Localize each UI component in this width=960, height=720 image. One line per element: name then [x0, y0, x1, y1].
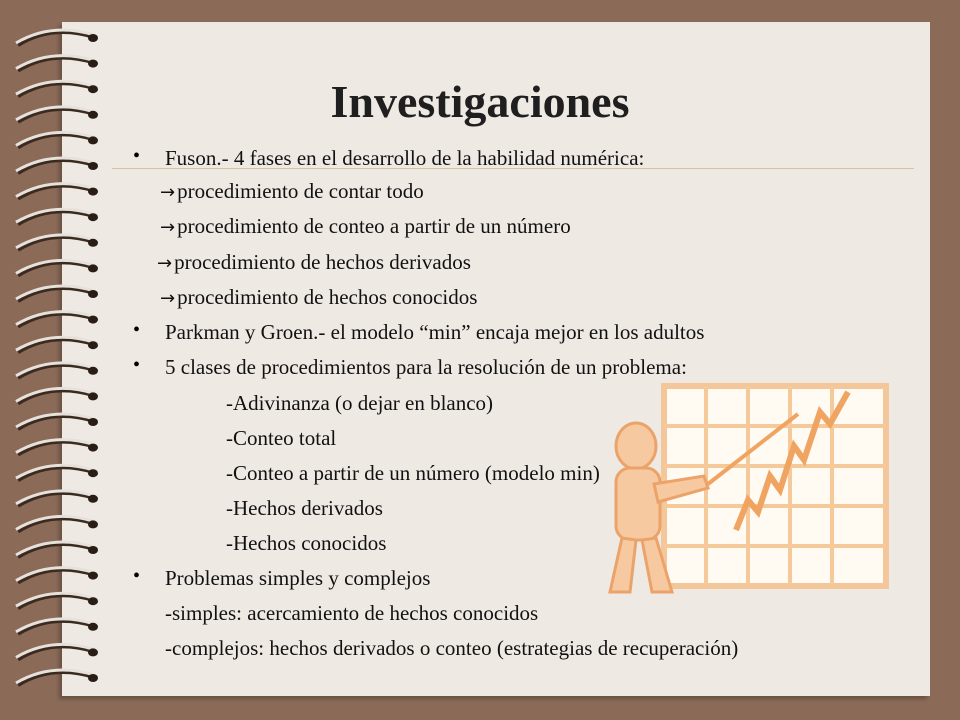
arrow-right-icon: →	[157, 253, 173, 274]
text-line-adivinanza: -Adivinanza (o dejar en blanco)	[226, 391, 494, 415]
arrow-right-icon: →	[160, 288, 176, 309]
text-line-problemas: Problemas simples y complejos	[165, 566, 431, 590]
text-line-cinco-clases: 5 clases de procedimientos para la resolución de un problema:	[165, 355, 687, 379]
binding-ring	[16, 593, 98, 608]
text-line-hechos-conocidos: procedimiento de hechos conocidos	[177, 285, 478, 309]
binding-ring	[16, 465, 98, 480]
presenter-chart-clipart	[598, 380, 898, 600]
text-line-arrow-item	[160, 213, 571, 241]
text-line-hechos-derivados-sub: -Hechos derivados	[226, 496, 383, 520]
binding-ring	[16, 337, 98, 352]
binding-ring	[16, 516, 98, 531]
bullet-marker: •	[133, 565, 141, 587]
text-line-hechos-conocidos-sub: -Hechos conocidos	[226, 531, 387, 555]
bullet-marker: •	[133, 145, 141, 167]
text-line-arrow-item	[160, 284, 477, 312]
binding-ring	[16, 184, 98, 199]
binding-ring	[16, 363, 98, 378]
slide-title: Investigaciones	[330, 76, 630, 127]
arrow-right-icon: →	[160, 182, 176, 203]
binding-ring	[16, 440, 98, 455]
binding-ring	[16, 158, 98, 173]
bullet-marker: •	[133, 319, 141, 341]
binding-ring	[16, 388, 98, 403]
text-line-contar-todo: procedimiento de contar todo	[177, 179, 424, 203]
text-line-simples: -simples: acercamiento de hechos conocidos	[165, 601, 539, 625]
binding-ring	[16, 619, 98, 634]
bullet-marker: •	[133, 354, 141, 376]
text-line-conteo-partir: procedimiento de conteo a partir de un número	[177, 214, 571, 238]
binding-ring	[16, 132, 98, 147]
binding-ring	[16, 414, 98, 429]
binding-ring	[16, 312, 98, 327]
binding-ring	[16, 286, 98, 301]
text-line-arrow-item	[157, 249, 471, 277]
text-line-arrow-item	[160, 178, 424, 206]
binding-ring	[16, 568, 98, 583]
binding-ring	[16, 209, 98, 224]
binding-ring	[16, 235, 98, 250]
binding-ring	[16, 542, 98, 557]
text-line-conteo-min: -Conteo a partir de un número (modelo min)	[226, 461, 600, 485]
binding-ring	[16, 30, 98, 45]
binding-ring	[16, 260, 98, 275]
text-line-conteo-total: -Conteo total	[226, 426, 337, 450]
text-line-parkman: Parkman y Groen.- el modelo “min” encaja mejor en los adultos	[165, 320, 705, 344]
text-line-complejos: -complejos: hechos derivados o conteo (estrategias de recuperación)	[165, 636, 739, 660]
binding-ring	[16, 56, 98, 71]
text-line-fuson: Fuson.- 4 fases en el desarrollo de la habilidad numérica:	[165, 146, 645, 170]
arrow-right-icon: →	[160, 217, 176, 238]
text-line-hechos-derivados: procedimiento de hechos derivados	[174, 250, 471, 274]
binding-ring	[16, 670, 98, 685]
binding-ring	[16, 644, 98, 659]
binding-ring	[16, 491, 98, 506]
